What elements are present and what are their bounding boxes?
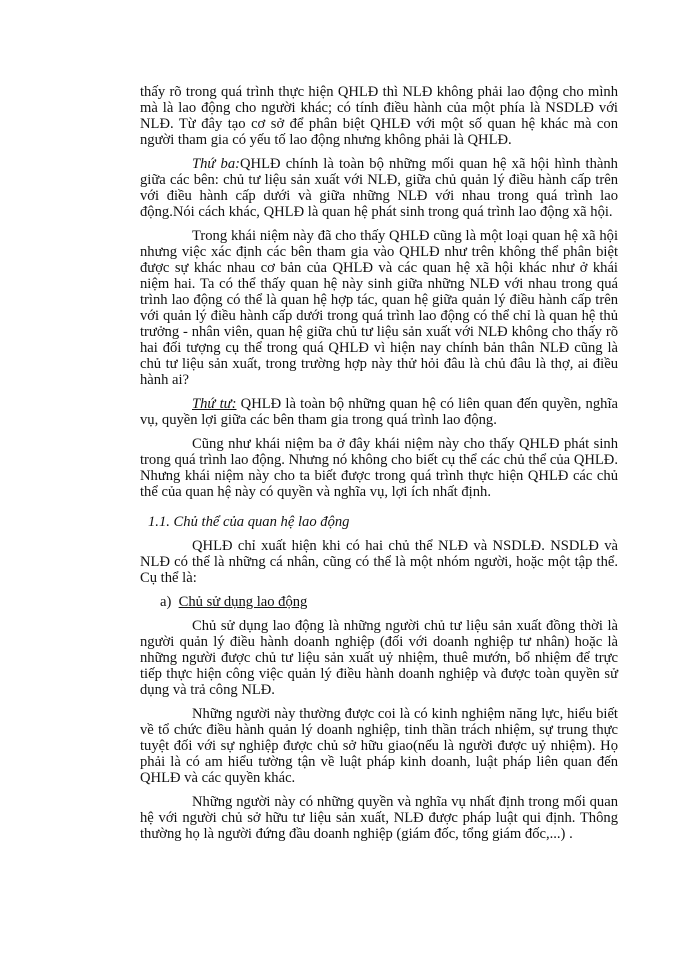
label-thu-ba: Thứ ba: (192, 156, 240, 172)
paragraph-thu-tu (140, 396, 618, 428)
text-thu-ba: QHLĐ chính là toàn bộ những mối quan hệ xã hội hình thành giữa các bên: chủ tư liệu sản xuất với NLĐ, giữa chủ quản lý điều hành cấp trên với điều hành cấp dưới và giữa những NLĐ với nhau trong quá trình lao động.Nói cách khác, QHLĐ là quan hệ phát sinh trong quá trình lao động xã hội. (140, 156, 618, 220)
paragraph-8: Những người này thường được coi là có kinh nghiệm năng lực, hiểu biết về tổ chức điều hành quản lý doanh nghiệp, tinh thần trách nhiệm, sự trung thực tuyệt đối với sự nghiệp được chủ sở hữu giao(nếu là người được uỷ nhiệm). Họ phải là có am hiểu tường tận về luật pháp kinh doanh, luật pháp liên quan đến QHLĐ và các quyền khác. (140, 706, 618, 786)
label-thu-tu: Thứ tư: (192, 396, 237, 412)
paragraph-6: QHLĐ chỉ xuất hiện khi có hai chủ thể NLĐ và NSDLĐ. NSDLĐ và NLĐ có thể là những cá nhân, cũng có thể là một nhóm người, hoặc một tập thể. Cụ thể là: (140, 538, 618, 586)
document-page (140, 84, 618, 850)
section-heading: 1.1. Chủ thể của quan hệ lao động (148, 514, 350, 530)
subsection-title: Chủ sử dụng lao động (178, 594, 308, 610)
paragraph-5: Cũng như khái niệm ba ở đây khái niệm này cho thấy QHLĐ phát sinh trong quá trình lao động. Nhưng nó không cho biết cụ thể các chủ thể của QHLĐ. Nhưng khái niệm này cho ta biết được trong quá trình thực hiện QHLĐ các chủ thể của quan hệ này có quyền và nghĩa vụ, lợi ích nhất định. (140, 436, 618, 500)
paragraph-9: Những người này có những quyền và nghĩa vụ nhất định trong mối quan hệ với người chủ sở hữu tư liệu sản xuất, NLĐ được pháp luật qui định. Thông thường họ là người đứng đầu doanh nghiệp (giám đốc, tổng giám đốc,...) . (140, 794, 618, 842)
text-thu-tu: QHLĐ là toàn bộ những quan hệ có liên quan đến quyền, nghĩa vụ, quyền lợi giữa các bên tham gia trong quá trình lao động. (140, 396, 618, 428)
paragraph-1: thấy rõ trong quá trình thực hiện QHLĐ thì NLĐ không phải lao động cho mình mà là lao động cho người khác; có tính điều hành của một phía là NSDLĐ với NLĐ. Từ đây tạo cơ sở để phân biệt QHLĐ với một số quan hệ khác mà con người tham gia có yếu tố lao động nhưng không phải là QHLĐ. (140, 84, 618, 148)
paragraph-3: Trong khái niệm này đã cho thấy QHLĐ cũng là một loại quan hệ xã hội nhưng việc xác định các bên tham gia vào QHLĐ như trên không thể phân biệt được sự khác nhau cơ bản của QHLĐ và các quan hệ xã hội khác như ở khái niệm hai. Ta có thể thấy quan hệ này sinh giữa những NLĐ với nhau trong quá trình lao động có thể là quan hệ hợp tác, quan hệ giữa quản lý điều hành cấp trên với quản lý điều hành cấp dưới trong quá trình lao động có thể chỉ là quan hệ thủ trưởng - nhân viên, quan hệ giữa chủ tư liệu sản xuất với NLĐ không cho thấy rõ hai đối tượng cụ thể trong quá QHLĐ vì hiện nay chính bản thân NLĐ cũng là chủ tư liệu sản xuất, trong trường hợp này thử hỏi đâu là chủ đâu là thợ, ai điều hành ai? (140, 228, 618, 388)
paragraph-thu-ba (140, 156, 618, 220)
subsection-heading (160, 594, 618, 610)
paragraph-7: Chủ sử dụng lao động là những người chủ tư liệu sản xuất đồng thời là người quản lý điều hành doanh nghiệp (đối với doanh nghiệp tư nhân) hoặc là những người được chủ tư liệu sản xuất uỷ nhiệm, thuê mướn, bổ nhiệm để trực tiếp thực hiện công việc quản lý điều hành doanh nghiệp và được toàn quyền sử dụng và trả công NLĐ. (140, 618, 618, 698)
subsection-marker: a) (160, 594, 172, 610)
